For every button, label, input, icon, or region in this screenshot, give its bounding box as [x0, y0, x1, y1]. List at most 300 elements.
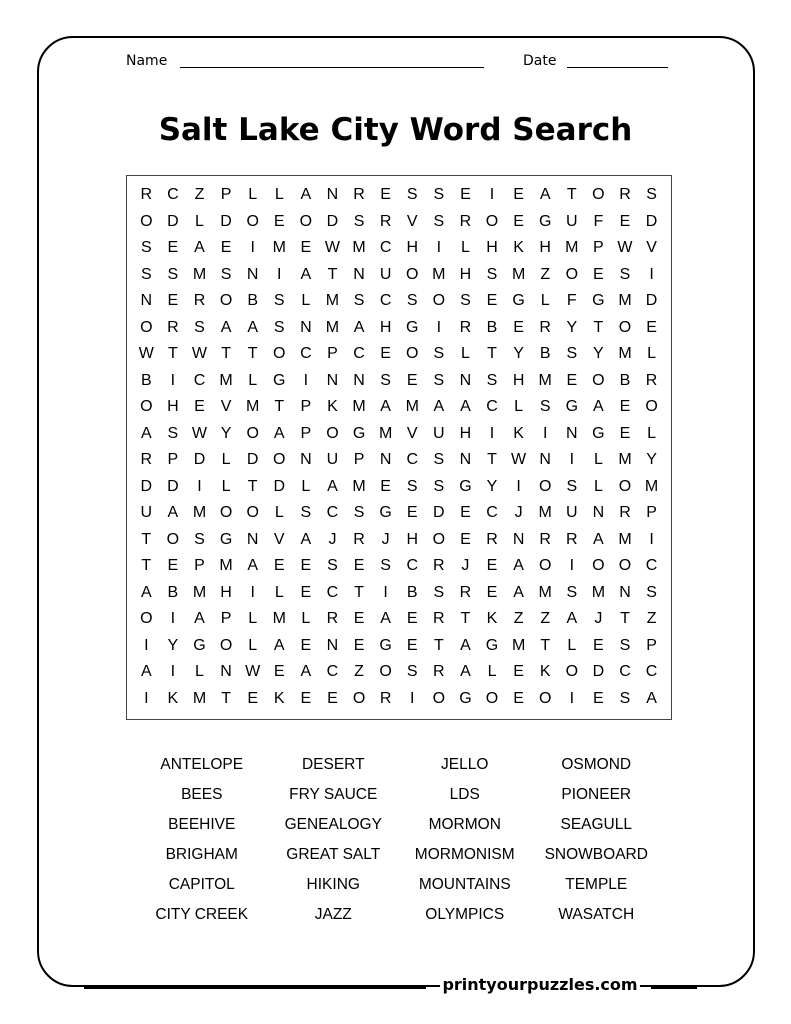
- grid-letter: E: [460, 530, 471, 548]
- grid-letter: E: [327, 689, 338, 707]
- grid-letter: S: [486, 371, 498, 389]
- grid-letter: I: [649, 265, 654, 283]
- grid-letter: S: [406, 663, 418, 680]
- grid-letter: A: [167, 504, 179, 521]
- word-list-item: CAPITOL: [168, 876, 235, 893]
- grid-letter: O: [485, 212, 499, 230]
- grid-letter: I: [197, 477, 202, 495]
- grid-letter: P: [300, 424, 312, 442]
- grid-letter: E: [247, 689, 258, 707]
- grid-letter: R: [167, 318, 179, 336]
- grid-letter: I: [250, 583, 255, 601]
- grid-letter: A: [300, 265, 312, 283]
- grid-letter: M: [511, 636, 526, 654]
- grid-letter: G: [273, 371, 286, 389]
- grid-letter: E: [406, 636, 418, 654]
- grid-letter: Z: [540, 265, 551, 283]
- grid-letter: T: [460, 610, 471, 627]
- grid-letter: B: [140, 371, 152, 389]
- grid-letter: S: [140, 265, 152, 283]
- grid-letter: R: [645, 371, 658, 389]
- grid-letter: L: [221, 451, 231, 468]
- grid-letter: O: [140, 398, 153, 415]
- grid-letter: E: [406, 504, 418, 521]
- date-label: Date: [523, 53, 557, 69]
- grid-letter: J: [514, 504, 523, 521]
- grid-letter: R: [486, 530, 498, 548]
- grid-letter: G: [219, 530, 233, 548]
- letter-grid: [133, 182, 665, 712]
- grid-letter: S: [273, 318, 285, 336]
- grid-letter: S: [194, 318, 205, 336]
- grid-letter: E: [300, 636, 312, 654]
- grid-letter: N: [459, 371, 472, 389]
- word-list-item: WASATCH: [558, 906, 635, 923]
- grid-letter: S: [380, 557, 391, 574]
- grid-letter: E: [300, 689, 312, 707]
- grid-letter: T: [593, 318, 604, 336]
- grid-letter: O: [618, 557, 632, 574]
- grid-letter: O: [219, 292, 233, 309]
- grid-letter: U: [566, 212, 578, 230]
- grid-letter: R: [326, 610, 339, 627]
- grid-letter: C: [486, 398, 498, 415]
- grid-letter: M: [538, 504, 552, 521]
- grid-letter: C: [619, 663, 631, 680]
- grid-letter: J: [594, 610, 603, 627]
- footer: [0, 973, 791, 1003]
- grid-letter: O: [326, 424, 339, 442]
- grid-letter: V: [220, 398, 232, 415]
- grid-letter: E: [486, 292, 498, 309]
- grid-letter: P: [220, 186, 232, 203]
- grid-letter: M: [618, 451, 632, 468]
- grid-letter: D: [645, 212, 658, 230]
- grid-letter: O: [565, 265, 579, 283]
- grid-letter: Y: [486, 477, 498, 495]
- grid-letter: C: [326, 504, 339, 521]
- grid-letter: T: [274, 398, 285, 415]
- grid-letter: B: [539, 345, 551, 362]
- grid-letter: S: [220, 265, 232, 283]
- grid-letter: E: [167, 292, 179, 309]
- grid-letter: R: [140, 186, 153, 203]
- grid-letter: S: [406, 292, 418, 309]
- grid-letter: S: [433, 451, 445, 468]
- footer-rule-left: [84, 987, 426, 989]
- grid-letter: U: [433, 424, 445, 442]
- grid-letter: M: [618, 292, 632, 309]
- grid-letter: S: [433, 371, 445, 389]
- grid-letter: T: [566, 186, 577, 203]
- grid-letter: W: [245, 663, 261, 680]
- grid-letter: P: [300, 398, 312, 415]
- grid-letter: S: [646, 186, 657, 203]
- grid-letter: S: [433, 477, 445, 495]
- grid-letter: S: [433, 186, 445, 203]
- grid-letter: M: [192, 583, 207, 601]
- grid-letter: K: [486, 610, 498, 627]
- grid-letter: O: [406, 265, 419, 283]
- grid-letter: S: [619, 265, 631, 283]
- grid-letter: M: [565, 239, 579, 256]
- grid-letter: S: [539, 398, 551, 415]
- grid-letter: J: [381, 530, 390, 548]
- grid-letter: M: [591, 583, 606, 601]
- grid-letter: A: [273, 424, 285, 442]
- grid-letter: S: [460, 292, 471, 309]
- grid-letter: O: [246, 504, 259, 521]
- grid-letter: S: [619, 689, 631, 707]
- grid-letter: N: [592, 504, 605, 521]
- grid-letter: S: [433, 345, 445, 362]
- grid-letter: D: [326, 212, 339, 230]
- grid-letter: S: [566, 477, 578, 495]
- grid-letter: T: [221, 689, 231, 707]
- grid-letter: O: [432, 292, 446, 309]
- grid-letter: G: [193, 636, 206, 654]
- grid-letter: B: [619, 371, 631, 389]
- grid-letter: D: [592, 663, 605, 680]
- grid-letter: E: [619, 398, 631, 415]
- grid-letter: I: [277, 265, 282, 283]
- grid-letter: P: [327, 345, 338, 362]
- grid-letter: M: [219, 557, 233, 574]
- grid-letter: L: [540, 292, 550, 309]
- grid-letter: I: [489, 186, 495, 203]
- grid-letter: N: [512, 530, 525, 548]
- grid-letter: H: [220, 583, 232, 601]
- grid-letter: T: [168, 345, 178, 362]
- grid-letter: O: [219, 504, 233, 521]
- grid-letter: A: [327, 477, 338, 495]
- grid-letter: Y: [220, 424, 232, 442]
- grid-letter: L: [195, 663, 204, 680]
- grid-letter: V: [406, 212, 418, 230]
- grid-letter: E: [380, 186, 391, 203]
- grid-letter: E: [593, 636, 604, 654]
- grid-letter: R: [539, 530, 551, 548]
- grid-letter: G: [512, 292, 525, 309]
- grid-letter: A: [220, 318, 232, 336]
- grid-letter: T: [540, 636, 551, 654]
- grid-letter: P: [194, 557, 205, 574]
- grid-letter: C: [326, 663, 339, 680]
- grid-letter: E: [513, 186, 524, 203]
- grid-letter: Y: [646, 451, 657, 468]
- grid-letter: E: [273, 557, 285, 574]
- grid-letter: M: [192, 504, 207, 521]
- grid-letter: H: [459, 424, 472, 442]
- grid-letter: R: [433, 663, 445, 680]
- grid-letter: Y: [566, 318, 578, 336]
- word-list-item: PIONEER: [561, 786, 632, 803]
- grid-letter: S: [486, 265, 498, 283]
- grid-letter: B: [486, 318, 498, 336]
- grid-letter: S: [273, 292, 285, 309]
- grid-letter: I: [569, 689, 575, 707]
- grid-letter: I: [144, 689, 149, 707]
- grid-letter: H: [486, 239, 498, 256]
- grid-letter: A: [247, 557, 258, 574]
- grid-letter: E: [300, 239, 312, 256]
- grid-letter: T: [620, 610, 630, 627]
- grid-letter: S: [406, 186, 418, 203]
- grid-letter: D: [220, 212, 232, 230]
- grid-letter: L: [647, 345, 657, 362]
- grid-letter: W: [138, 345, 154, 362]
- grid-letter: Z: [540, 610, 551, 627]
- grid-letter: L: [567, 636, 577, 654]
- word-list-item: TEMPLE: [565, 876, 628, 893]
- word-list-item: GREAT SALT: [286, 846, 381, 863]
- grid-letter: O: [273, 345, 286, 362]
- grid-letter: M: [192, 265, 207, 283]
- grid-letter: F: [593, 212, 604, 230]
- grid-letter: T: [247, 477, 258, 495]
- grid-letter: B: [247, 292, 258, 309]
- grid-letter: O: [140, 610, 153, 627]
- grid-letter: E: [406, 610, 418, 627]
- grid-letter: S: [433, 583, 445, 601]
- grid-letter: W: [617, 239, 633, 256]
- grid-letter: O: [618, 318, 632, 336]
- grid-letter: L: [301, 610, 311, 627]
- grid-letter: W: [191, 345, 208, 362]
- grid-letter: L: [274, 583, 284, 601]
- date-field-line: [567, 67, 668, 68]
- grid-letter: N: [326, 186, 339, 203]
- grid-letter: O: [299, 212, 313, 230]
- grid-letter: L: [593, 477, 603, 495]
- grid-letter: D: [645, 292, 658, 309]
- grid-letter: K: [513, 424, 524, 442]
- grid-letter: R: [433, 610, 445, 627]
- grid-letter: D: [167, 477, 179, 495]
- grid-letter: G: [459, 689, 472, 707]
- grid-letter: O: [273, 451, 286, 468]
- grid-letter: Z: [354, 663, 364, 680]
- grid-letter: K: [167, 689, 179, 707]
- grid-letter: A: [460, 636, 471, 654]
- grid-letter: R: [566, 530, 578, 548]
- grid-letter: N: [566, 424, 578, 442]
- word-list-item: ANTELOPE: [160, 756, 244, 773]
- grid-letter: L: [195, 212, 204, 230]
- name-field-line: [180, 67, 484, 68]
- grid-letter: S: [646, 583, 657, 601]
- grid-letter: M: [272, 610, 286, 627]
- grid-letter: E: [619, 424, 631, 442]
- word-list-item: JELLO: [441, 756, 489, 773]
- grid-letter: K: [273, 689, 285, 707]
- grid-letter: N: [353, 371, 365, 389]
- grid-letter: M: [511, 265, 526, 283]
- grid-letter: O: [645, 398, 658, 415]
- grid-letter: L: [460, 239, 470, 256]
- grid-letter: I: [303, 371, 309, 389]
- grid-letter: A: [513, 557, 524, 574]
- grid-letter: M: [405, 398, 419, 415]
- grid-letter: E: [353, 636, 365, 654]
- grid-letter: M: [192, 689, 207, 707]
- grid-letter: O: [538, 689, 552, 707]
- grid-letter: H: [406, 530, 419, 548]
- grid-letter: N: [539, 451, 551, 468]
- word-list-item: FRY SAUCE: [289, 786, 378, 803]
- grid-letter: D: [193, 451, 206, 468]
- grid-letter: B: [406, 583, 418, 601]
- grid-letter: W: [511, 451, 527, 468]
- grid-letter: R: [433, 557, 445, 574]
- grid-letter: M: [432, 265, 446, 283]
- grid-letter: S: [194, 530, 205, 548]
- grid-letter: E: [460, 186, 471, 203]
- grid-letter: T: [327, 265, 338, 283]
- grid-letter: R: [379, 212, 392, 230]
- grid-letter: G: [565, 398, 579, 415]
- grid-letter: I: [569, 557, 575, 574]
- grid-letter: G: [406, 318, 419, 336]
- grid-letter: R: [353, 530, 365, 548]
- word-list-item: GENEALOGY: [284, 816, 382, 833]
- grid-letter: M: [618, 530, 632, 548]
- grid-letter: S: [167, 424, 179, 442]
- grid-letter: O: [166, 530, 180, 548]
- grid-letter: S: [167, 265, 179, 283]
- grid-letter: M: [352, 477, 366, 495]
- grid-letter: T: [487, 451, 497, 468]
- grid-letter: D: [273, 477, 286, 495]
- grid-letter: B: [167, 583, 179, 601]
- grid-letter: E: [646, 318, 657, 336]
- grid-letter: O: [432, 530, 446, 548]
- grid-letter: L: [248, 636, 258, 654]
- footer-site-link: printyourpuzzles.com: [440, 975, 640, 994]
- grid-letter: S: [619, 636, 631, 654]
- word-list: [136, 753, 662, 933]
- grid-letter: N: [300, 318, 312, 336]
- grid-letter: D: [140, 477, 153, 495]
- letter-grid-box: [126, 175, 672, 720]
- grid-letter: L: [514, 398, 524, 415]
- grid-letter: E: [513, 663, 524, 680]
- grid-letter: C: [353, 345, 365, 362]
- word-list-item: HIKING: [306, 876, 360, 893]
- grid-letter: U: [379, 265, 392, 283]
- grid-letter: E: [300, 557, 312, 574]
- grid-letter: C: [300, 345, 312, 362]
- grid-letter: G: [538, 212, 552, 230]
- grid-letter: M: [325, 318, 340, 336]
- grid-letter: G: [352, 424, 366, 442]
- grid-letter: E: [566, 371, 578, 389]
- grid-letter: A: [593, 530, 604, 548]
- grid-letter: I: [144, 636, 149, 654]
- grid-letter: O: [406, 345, 419, 362]
- grid-letter: E: [194, 398, 205, 415]
- grid-letter: O: [592, 557, 605, 574]
- grid-letter: E: [167, 557, 179, 574]
- grid-letter: N: [379, 451, 392, 468]
- grid-letter: A: [539, 186, 551, 203]
- grid-letter: M: [325, 292, 340, 309]
- grid-letter: V: [273, 530, 285, 548]
- grid-letter: S: [566, 583, 578, 601]
- grid-letter: G: [592, 424, 605, 442]
- grid-letter: A: [140, 424, 152, 442]
- grid-letter: C: [193, 371, 206, 389]
- grid-letter: K: [539, 663, 551, 680]
- grid-letter: I: [542, 424, 548, 442]
- grid-letter: N: [300, 451, 312, 468]
- grid-letter: L: [248, 610, 258, 627]
- grid-letter: A: [593, 398, 604, 415]
- grid-letter: C: [645, 663, 658, 680]
- grid-letter: S: [566, 345, 578, 362]
- grid-letter: M: [352, 239, 366, 256]
- grid-letter: E: [513, 318, 524, 336]
- grid-letter: C: [379, 239, 392, 256]
- grid-letter: H: [406, 239, 419, 256]
- grid-letter: M: [538, 371, 552, 389]
- grid-letter: Y: [593, 345, 604, 362]
- grid-letter: A: [194, 610, 205, 627]
- grid-letter: Y: [167, 636, 179, 654]
- grid-letter: J: [461, 557, 470, 574]
- word-list-item: DESERT: [301, 756, 365, 773]
- grid-letter: L: [460, 345, 470, 362]
- grid-letter: V: [646, 239, 657, 256]
- grid-letter: N: [619, 583, 631, 601]
- grid-letter: I: [250, 239, 255, 256]
- grid-letter: O: [618, 477, 632, 495]
- grid-letter: E: [619, 212, 631, 230]
- grid-letter: A: [140, 663, 152, 680]
- grid-letter: G: [379, 636, 392, 654]
- grid-letter: C: [326, 583, 339, 601]
- word-list-item: SNOWBOARD: [544, 846, 648, 863]
- grid-letter: E: [220, 239, 232, 256]
- grid-letter: E: [167, 239, 179, 256]
- grid-letter: E: [353, 557, 365, 574]
- grid-letter: E: [486, 583, 498, 601]
- word-list-item: BEEHIVE: [168, 816, 236, 833]
- grid-letter: S: [140, 239, 152, 256]
- word-list-item: MORMONISM: [414, 846, 515, 863]
- grid-letter: N: [353, 265, 365, 283]
- grid-letter: E: [406, 371, 418, 389]
- grid-letter: L: [221, 477, 231, 495]
- grid-letter: M: [352, 398, 366, 415]
- grid-letter: A: [460, 663, 471, 680]
- word-list-item: BRIGHAM: [165, 846, 238, 863]
- grid-letter: R: [619, 186, 631, 203]
- grid-letter: T: [141, 530, 152, 548]
- grid-letter: E: [273, 212, 285, 230]
- word-list-item: OSMOND: [561, 756, 632, 773]
- grid-letter: A: [353, 318, 365, 336]
- grid-letter: M: [272, 239, 286, 256]
- grid-letter: E: [300, 583, 312, 601]
- grid-letter: A: [273, 636, 285, 654]
- grid-letter: A: [460, 398, 471, 415]
- grid-letter: S: [406, 477, 418, 495]
- grid-letter: R: [140, 451, 153, 468]
- grid-letter: O: [538, 557, 552, 574]
- grid-letter: N: [326, 371, 339, 389]
- grid-letter: T: [221, 345, 231, 362]
